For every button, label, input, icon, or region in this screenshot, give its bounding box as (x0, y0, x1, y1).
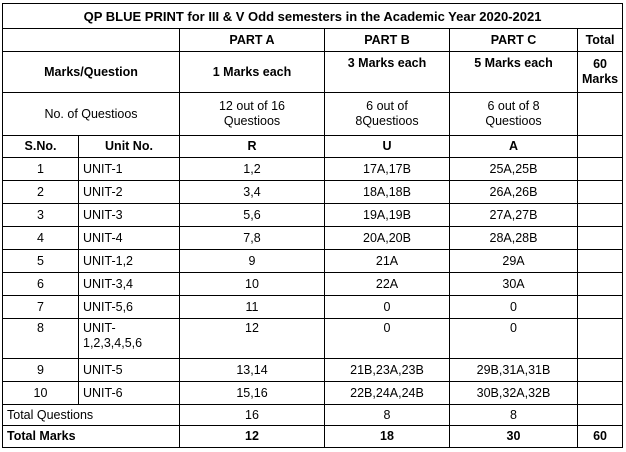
part-b-questions-line2: 8Questioos (355, 114, 419, 128)
u-header: U (325, 136, 450, 158)
row-part-a: 5,6 (180, 204, 325, 227)
total-marks-unit: Marks (582, 72, 619, 86)
row-part-b: 21B,23A,23B (325, 359, 450, 382)
total-questions-part-c: 8 (450, 405, 578, 426)
row-sno: 7 (3, 296, 79, 319)
total-marks-value: 60 (593, 57, 607, 71)
row-part-c: 29A (450, 250, 578, 273)
table-title: QP BLUE PRINT for III & V Odd semesters in the Academic Year 2020-2021 (3, 4, 623, 29)
row-part-c: 30B,32A,32B (450, 382, 578, 405)
row-part-c: 0 (450, 296, 578, 319)
row-part-c: 30A (450, 273, 578, 296)
blank-cell (578, 359, 623, 382)
part-a-header: PART A (180, 29, 325, 52)
blank-cell (3, 29, 180, 52)
total-questions-part-b: 8 (325, 405, 450, 426)
part-c-questions (450, 93, 578, 136)
row-unit: UNIT-5,6 (79, 296, 180, 319)
row-part-a: 7,8 (180, 227, 325, 250)
row-unit: UNIT-6 (79, 382, 180, 405)
blank-cell (578, 250, 623, 273)
total-marks-top (578, 52, 623, 93)
r-header: R (180, 136, 325, 158)
row-part-c: 26A,26B (450, 181, 578, 204)
sno-header: S.No. (3, 136, 79, 158)
total-questions-part-a: 16 (180, 405, 325, 426)
part-b-questions (325, 93, 450, 136)
row-part-a: 10 (180, 273, 325, 296)
row-part-c: 28A,28B (450, 227, 578, 250)
row-sno: 5 (3, 250, 79, 273)
row-sno: 9 (3, 359, 79, 382)
part-a-questions-line2: Questioos (223, 114, 281, 128)
unit-header: Unit No. (79, 136, 180, 158)
row-unit: UNIT- 1,2,3,4,5,6 (79, 319, 180, 359)
blank-cell (578, 227, 623, 250)
blank-cell (578, 405, 623, 426)
a-header: A (450, 136, 578, 158)
table-row (3, 204, 623, 227)
row-sno: 3 (3, 204, 79, 227)
questions-label: No. of Questioos (3, 93, 180, 136)
part-b-marks: 3 Marks each (325, 52, 450, 93)
part-c-questions-line1: 6 out of 8 (487, 99, 540, 113)
total-header: Total (578, 29, 623, 52)
row-part-a: 12 (180, 319, 325, 359)
row-part-b: 19A,19B (325, 204, 450, 227)
row-unit: UNIT-1 (79, 158, 180, 181)
part-c-header: PART C (450, 29, 578, 52)
row-sno: 1 (3, 158, 79, 181)
table-row (3, 158, 623, 181)
total-marks-label: Total Marks (3, 426, 180, 448)
blank-cell (578, 273, 623, 296)
blank-cell (578, 158, 623, 181)
row-unit: UNIT-5 (79, 359, 180, 382)
blank-cell (578, 136, 623, 158)
table-row (3, 359, 623, 382)
total-questions-label: Total Questions (3, 405, 180, 426)
row-sno: 10 (3, 382, 79, 405)
row-unit: UNIT-3 (79, 204, 180, 227)
blank-cell (578, 93, 623, 136)
row-unit: UNIT-2 (79, 181, 180, 204)
part-a-questions (180, 93, 325, 136)
blank-cell (578, 319, 623, 359)
part-c-questions-line2: Questioos (485, 114, 542, 128)
blank-cell (578, 382, 623, 405)
row-part-b: 0 (325, 296, 450, 319)
row-part-a: 13,14 (180, 359, 325, 382)
row-unit: UNIT-3,4 (79, 273, 180, 296)
row-part-c: 29B,31A,31B (450, 359, 578, 382)
blank-cell (578, 296, 623, 319)
row-unit: UNIT-4 (79, 227, 180, 250)
part-b-questions-line1: 6 out of (366, 99, 408, 113)
blank-cell (578, 181, 623, 204)
table-row (3, 273, 623, 296)
table-row (3, 296, 623, 319)
table-row (3, 382, 623, 405)
grand-total-marks: 60 (578, 426, 623, 448)
total-marks-part-c: 30 (450, 426, 578, 448)
row-part-b: 20A,20B (325, 227, 450, 250)
table-row (3, 181, 623, 204)
part-a-questions-line1: 12 out of 16 (218, 99, 286, 113)
row-part-c: 0 (450, 319, 578, 359)
marks-per-question-label: Marks/Question (3, 52, 180, 93)
row-part-c: 27A,27B (450, 204, 578, 227)
part-a-marks: 1 Marks each (180, 52, 325, 93)
row-part-a: 1,2 (180, 158, 325, 181)
part-c-marks: 5 Marks each (450, 52, 578, 93)
table-row (3, 319, 623, 359)
row-sno: 6 (3, 273, 79, 296)
row-part-b: 0 (325, 319, 450, 359)
row-part-a: 11 (180, 296, 325, 319)
row-sno: 2 (3, 181, 79, 204)
row-part-c: 25A,25B (450, 158, 578, 181)
blank-cell (578, 204, 623, 227)
row-part-b: 17A,17B (325, 158, 450, 181)
row-part-a: 15,16 (180, 382, 325, 405)
row-sno: 8 (3, 319, 79, 359)
total-marks-part-a: 12 (180, 426, 325, 448)
row-part-b: 21A (325, 250, 450, 273)
row-unit: UNIT-1,2 (79, 250, 180, 273)
row-part-b: 22B,24A,24B (325, 382, 450, 405)
table-row (3, 227, 623, 250)
blueprint-table (2, 3, 623, 448)
row-part-b: 22A (325, 273, 450, 296)
row-sno: 4 (3, 227, 79, 250)
part-b-header: PART B (325, 29, 450, 52)
row-part-a: 3,4 (180, 181, 325, 204)
row-part-a: 9 (180, 250, 325, 273)
total-marks-part-b: 18 (325, 426, 450, 448)
row-part-b: 18A,18B (325, 181, 450, 204)
table-row (3, 250, 623, 273)
